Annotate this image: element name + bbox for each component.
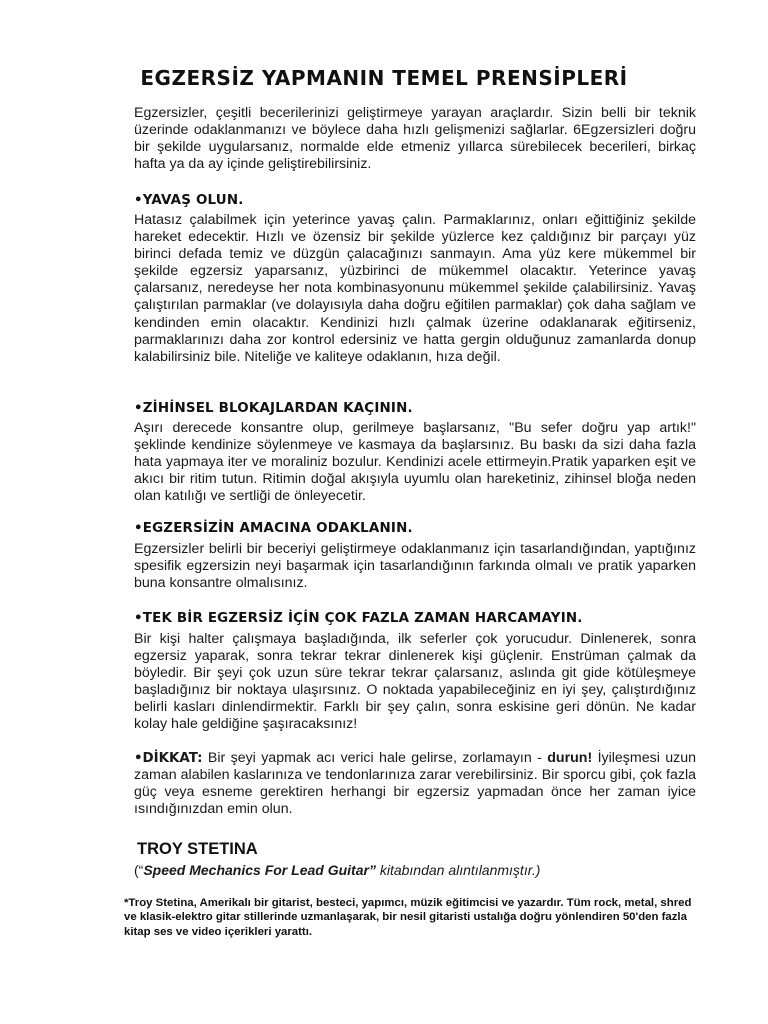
section-body-mental-blocks: Aşırı derecede konsantre olup, gerilmeye başlarsanız, "Bu sefer doğru yap artık!" şeklinde kendinize söylenmeye ve kasmaya da başlarsınız. Bu baskı da sizi daha fazla hata yapmaya iter ve moraliniz bozulur. Kendinizi acele ettirmeyin.Pratik yaparken eşit ve akıcı bir ritim tutun. Ritimin doğal akışıyla uyumlu olan hareketiniz, zihinsel bloğa neden olan katılığı ve sertliği de önleyecetir. xyxy=(134,420,696,505)
section-body-slow: Hatasız çalabilmek için yeterince yavaş çalın. Parmaklarınız, onları eğittiğiniz şekilde hareket edecektir. Hızlı ve özensiz bir şekilde yüzlerce kez çaldığınız bir parçayı yüz birinci defada temiz ve düzgün çalacağınızı sanmayın. Ama yüz kere mükemmel bir şekilde egzersiz yaparsanız, yüzbirinci de mükemmel olacaktır. Yeterince yavaş çalarsanız, neredeyse her nota kombinasyonunu mükemmel şekilde çalabilirsiniz. Yavaş çalıştırılan parmaklar (ve dolayısıyla daha doğru eğitilen parmaklar) çok daha sağlam ve kendinden emin olacaktır. Kendinizi hızlı çalmak üzerine odaklanarak eğitirseniz, parmaklarınızı daha zor kontrol edersiniz ve hatta gergin olduğunuz zamanlarda donup kalabilirsiniz bile. Niteliğe ve kaliteye odaklanın, hıza değil. xyxy=(134,212,696,365)
section-heading-mental-blocks: •ZİHİNSEL BLOKAJLARDAN KAÇININ. xyxy=(134,401,413,416)
section-heading-time: •TEK BİR EGZERSİZ İÇİN ÇOK FAZLA ZAMAN HARCAMAYIN. xyxy=(134,611,583,626)
author-name: TROY STETINA xyxy=(137,840,258,858)
source-book-title: Speed Mechanics For Lead Guitar” xyxy=(143,862,376,878)
warning-emphasis: durun! xyxy=(547,750,593,766)
source-rest: kitabından alıntılanmıştır.) xyxy=(375,862,541,878)
page-title: EGZERSİZ YAPMANIN TEMEL PRENSİPLERİ xyxy=(140,66,628,90)
warning-label: •DİKKAT: xyxy=(134,751,203,766)
warning-text-before: Bir şeyi yapmak acı verici hale gelirse, zorlamayın - xyxy=(202,750,548,766)
section-heading-purpose: •EGZERSİZİN AMACINA ODAKLANIN. xyxy=(134,521,413,536)
section-heading-slow: •YAVAŞ OLUN. xyxy=(134,193,244,208)
section-body-purpose: Egzersizler belirli bir beceriyi geliştirmeye odaklanmanız için tasarlandığından, yaptığınız spesifik egzersizin neyi başarmak için tasarlandığının farkında olmalı ve pratik yaparken buna konsantre olmalısınız. xyxy=(134,541,696,592)
source-citation xyxy=(134,862,540,878)
section-body-time: Bir kişi halter çalışmaya başladığında, ilk seferler çok yorucudur. Dinlenerek, sonra egzersiz yaparak, sonra tekrar tekrar dinlenerek kişi güçlenir. Enstrüman çalmak da böyledir. Bir şeyi çok uzun süre tekrar tekrar çalarsanız, aslında git gide kötüleşmeye başladığınız bir noktaya ulaşırsınız. O noktada yapabileceğiniz en iyi şey, çalıştırdığınız belirli kasları dinlendirmektir. Farklı bir şey çalın, sonra eskisine geri dönün. Ne kadar kolay hale geldiğine şaşıracaksınız! xyxy=(134,631,696,733)
warning-paragraph xyxy=(134,750,696,818)
intro-paragraph: Egzersizler, çeşitli becerilerinizi geliştirmeye yarayan araçlardır. Sizin belli bir teknik üzerinde odaklanmanızı ve böylece daha hızlı gelişmenizi sağlarlar. 6Egzersizleri doğru bir şekilde uygularsanız, normalde elde etmeniz yıllarca sürebilecek becerileri, birkaç hafta ya da ay içinde geliştirebilirsiniz. xyxy=(134,105,696,173)
warning-text-after: İyileşmesi uzun zaman alabilen kaslarınıza ve tendonlarınıza zarar verebilirsiniz. Bir sporcu gibi, çok fazla güç veya esneme gerektiren herhangi bir egzersiz yapmadan önce her zaman iyice ısındığınızdan emin olun. xyxy=(134,750,696,818)
author-footnote: *Troy Stetina, Amerikalı bir gitarist, besteci, yapımcı, müzik eğitimcisi ve yazardır. Tüm rock, metal, shred ve klasik-elektro gitar stillerinde uzmanlaşarak, bir nesil gitaristi ustalığa doğru yönlendiren 50'den fazla kitap ses ve video içerikleri yarattı. xyxy=(124,897,692,938)
source-open: (“ xyxy=(134,862,144,878)
